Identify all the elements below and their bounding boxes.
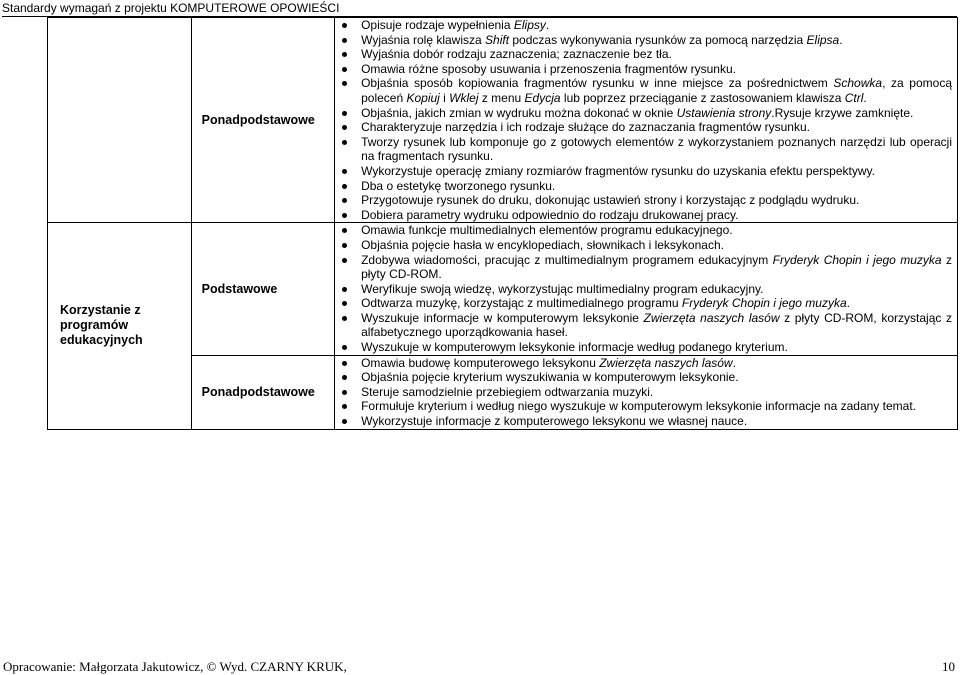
requirements-cell [335, 223, 958, 355]
requirements-cell [335, 18, 958, 223]
level-cell [191, 18, 334, 223]
requirement-item: Omawia różne sposoby usuwania i przenoszenia fragmentów rysunku. [335, 62, 952, 77]
requirements-cell [335, 355, 958, 429]
requirement-item: Objaśnia, jakich zmian w wydruku można dokonać w oknie Ustawienia strony.Rysuje krzywe zamknięte. [335, 106, 952, 121]
level-label: Podstawowe [201, 281, 278, 296]
requirements-table [47, 17, 958, 430]
level-cell [191, 355, 334, 429]
requirement-item: Zdobywa wiadomości, pracując z multimedialnym programem edukacyjnym Fryderyk Chopin i jego muzyka z płyty CD-ROM. [335, 253, 952, 282]
requirement-item: Wykorzystuje operację zmiany rozmiarów fragmentów rysunku do uzyskania efektu perspektywy. [335, 164, 952, 179]
requirement-item: Tworzy rysunek lub komponuje go z gotowych elementów z wykorzystaniem poznanych narzędzi lub operacji na fragmentach rysunku. [335, 135, 952, 164]
table-row [48, 223, 958, 355]
requirement-item: Dobiera parametry wydruku odpowiednio do rodzaju drukowanej pracy. [335, 208, 952, 223]
topic-cell [48, 18, 192, 223]
requirements-list [335, 18, 957, 222]
level-cell [191, 223, 334, 355]
requirement-item: Omawia funkcje multimedialnych elementów programu edukacyjnego. [335, 223, 952, 238]
requirement-item: Objaśnia sposób kopiowania fragmentów rysunku w inne miejsce za pośrednictwem Schowka, za pomocą poleceń Kopiuj i Wklej z menu Edycja lub poprzez przeciąganie z zastosowaniem klawisza Ctrl. [335, 76, 952, 105]
page-number: 10 [942, 659, 955, 674]
level-label: Ponadpodstawowe [201, 385, 315, 400]
requirement-item: Objaśnia pojęcie hasła w encyklopediach, słownikach i leksykonach. [335, 238, 952, 253]
requirements-list [335, 356, 957, 429]
table-row [48, 18, 958, 223]
requirements-list [335, 223, 957, 354]
requirement-item: Steruje samodzielnie przebiegiem odtwarzania muzyki. [335, 385, 952, 400]
requirement-item: Omawia budowę komputerowego leksykonu Zwierzęta naszych lasów. [335, 356, 952, 371]
requirement-item: Objaśnia pojęcie kryterium wyszukiwania w komputerowym leksykonie. [335, 370, 952, 385]
requirement-item: Charakteryzuje narzędzia i ich rodzaje służące do zaznaczania fragmentów rysunku. [335, 120, 952, 135]
requirement-item: Wyjaśnia dobór rodzaju zaznaczenia; zaznaczenie bez tła. [335, 47, 952, 62]
topic-cell: Korzystanie z programów edukacyjnych [48, 223, 192, 429]
requirement-item: Opisuje rodzaje wypełnienia Elipsy. [335, 18, 952, 33]
footer-credit: Opracowanie: Małgorzata Jakutowicz, © Wyd. CZARNY KRUK, [3, 659, 347, 674]
requirement-item: Wyszukuje informacje w komputerowym leksykonie Zwierzęta naszych lasów z płyty CD-ROM, korzystając z alfabetycznego uporządkowania haseł. [335, 311, 952, 340]
document-title: Standardy wymagań z projektu KOMPUTEROWE OPOWIEŚCI [2, 1, 340, 15]
requirement-item: Wykorzystuje informacje z komputerowego leksykonu we własnej nauce. [335, 414, 952, 429]
level-label: Ponadpodstawowe [201, 113, 315, 128]
page-footer [0, 659, 958, 675]
document-header [2, 1, 957, 17]
requirement-item: Wyjaśnia rolę klawisza Shift podczas wykonywania rysunków za pomocą narzędzia Elipsa. [335, 33, 952, 48]
requirement-item: Weryfikuje swoją wiedzę, wykorzystując multimedialny program edukacyjny. [335, 282, 952, 297]
requirement-item: Odtwarza muzykę, korzystając z multimedialnego programu Fryderyk Chopin i jego muzyka. [335, 296, 952, 311]
requirement-item: Dba o estetykę tworzonego rysunku. [335, 179, 952, 194]
requirement-item: Formułuje kryterium i według niego wyszukuje w komputerowym leksykonie informacje na zadany temat. [335, 399, 952, 414]
requirement-item: Przygotowuje rysunek do druku, dokonując ustawień strony i korzystając z podglądu wydruku. [335, 193, 952, 208]
requirement-item: Wyszukuje w komputerowym leksykonie informacje według podanego kryterium. [335, 340, 952, 355]
